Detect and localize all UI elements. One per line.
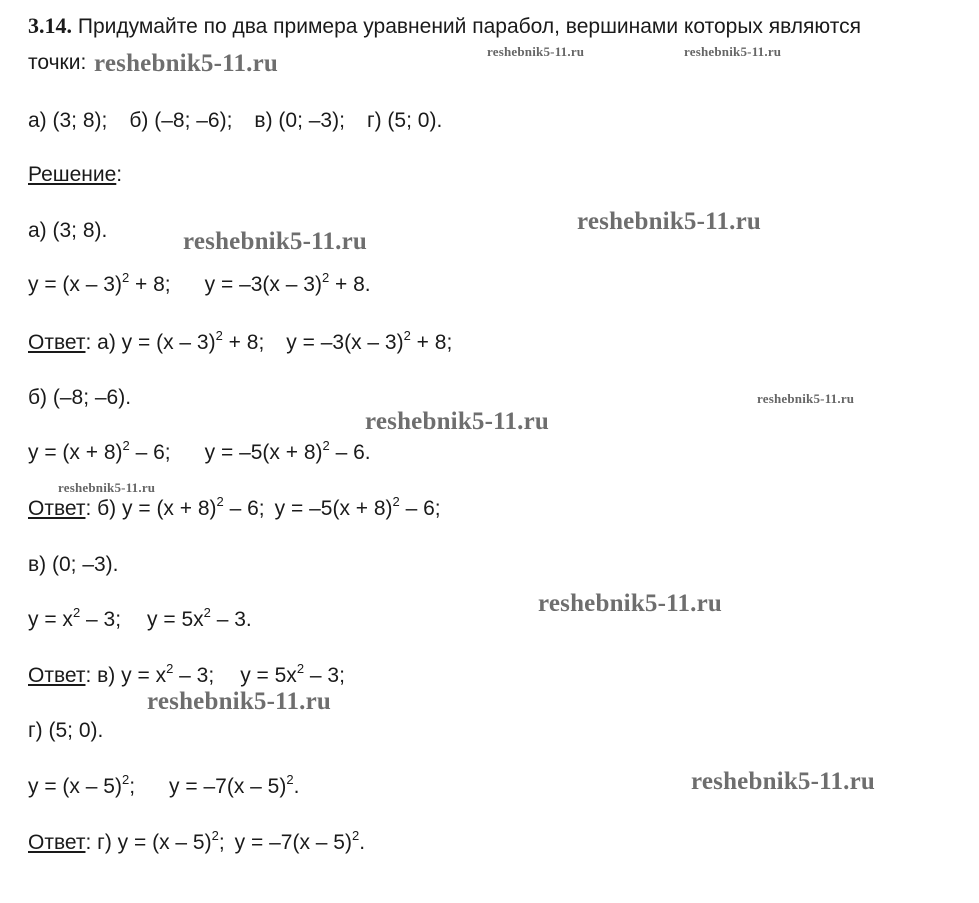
eq-a2-tail: + 8. [329, 273, 371, 296]
eq-a1: y = (x – 3) [28, 273, 122, 296]
exp: 2 [321, 270, 330, 285]
exp: 2 [403, 328, 411, 343]
part-a-title: а) (3; 8). [28, 219, 108, 242]
option-v: в) (0; –3); [254, 109, 345, 132]
exp: 2 [121, 270, 130, 285]
ans-g1: : г) y = (x – 5) [85, 831, 212, 854]
eq-b2-tail: – 6. [329, 441, 371, 464]
ans-b2-tail: – 6; [399, 497, 441, 520]
watermark: reshebnik5-11.ru [147, 688, 332, 715]
eq-b1-tail: – 6; [129, 441, 171, 464]
exp: 2 [122, 438, 130, 453]
solution-heading-line: Решение: [28, 163, 123, 186]
part-v-title: в) (0; –3). [28, 553, 119, 576]
answer-label: Ответ [28, 331, 86, 354]
watermark: reshebnik5-11.ru [183, 228, 368, 255]
watermark: reshebnik5-11.ru [684, 44, 782, 59]
answer-label: Ответ [28, 497, 86, 520]
solution-heading: Решение [28, 163, 117, 186]
ans-g1-tail: ; [218, 831, 225, 854]
part-g-equations [28, 774, 299, 800]
part-v-answer [28, 663, 345, 689]
eq-g1: y = (x – 5) [28, 775, 122, 798]
problem-text-2: точки: [28, 51, 87, 74]
problem-line-1 [28, 13, 861, 40]
watermark: reshebnik5-11.ru [577, 208, 762, 235]
option-a: а) (3; 8); [28, 109, 108, 132]
part-v-equations [28, 607, 252, 633]
watermark: reshebnik5-11.ru [58, 480, 156, 495]
eq-b2: y = –5(x + 8) [204, 441, 323, 464]
problem-options [28, 108, 442, 134]
watermark: reshebnik5-11.ru [691, 768, 876, 795]
exp: 2 [286, 772, 294, 787]
problem-line-2 [28, 50, 86, 76]
part-a-answer [28, 330, 452, 356]
watermark: reshebnik5-11.ru [538, 590, 723, 617]
exp: 2 [215, 328, 223, 343]
problem-number: 3.14. [28, 13, 72, 38]
eq-v2: y = 5x [147, 608, 204, 631]
eq-g2: y = –7(x – 5) [169, 775, 287, 798]
ans-g2-tail: . [359, 831, 366, 854]
exp: 2 [72, 605, 81, 620]
part-g-title: г) (5; 0). [28, 719, 104, 742]
ans-a1: : а) y = (x – 3) [85, 331, 216, 354]
eq-g2-tail: . [293, 775, 300, 798]
eq-a1-tail: + 8; [129, 273, 171, 296]
part-a-equations [28, 272, 371, 298]
exp: 2 [392, 494, 400, 509]
watermark: reshebnik5-11.ru [365, 408, 550, 435]
eq-v2-tail: – 3. [210, 608, 252, 631]
ans-a2-tail: + 8; [410, 331, 453, 354]
ans-b2: y = –5(x + 8) [274, 497, 393, 520]
exp: 2 [121, 772, 130, 787]
watermark: reshebnik5-11.ru [757, 391, 855, 406]
answer-label: Ответ [28, 831, 86, 854]
eq-a2: y = –3(x – 3) [204, 273, 322, 296]
ans-a2: y = –3(x – 3) [286, 331, 404, 354]
exp: 2 [351, 828, 360, 843]
watermark: reshebnik5-11.ru [94, 50, 279, 77]
ans-b1: : б) y = (x + 8) [85, 497, 217, 520]
eq-v1: y = x [28, 608, 73, 631]
answer-label: Ответ [28, 664, 86, 687]
ans-v2-tail: – 3; [304, 664, 345, 687]
problem-text-1: Придумайте по два примера уравнений парабол, вершинами которых являются [77, 15, 861, 38]
exp: 2 [216, 494, 224, 509]
exp: 2 [322, 438, 330, 453]
option-b: б) (–8; –6); [129, 109, 233, 132]
exp: 2 [211, 828, 219, 843]
part-b-answer [28, 496, 441, 522]
ans-a1-tail: + 8; [222, 331, 265, 354]
eq-v1-tail: – 3; [80, 608, 122, 631]
ans-b1-tail: – 6; [223, 497, 265, 520]
eq-b1: y = (x + 8) [28, 441, 123, 464]
option-g: г) (5; 0). [366, 109, 443, 132]
exp: 2 [166, 661, 174, 676]
ans-g2: y = –7(x – 5) [234, 831, 352, 854]
eq-g1-tail: ; [129, 775, 136, 798]
ans-v1: : в) y = x [85, 664, 167, 687]
part-g-answer [28, 830, 365, 856]
ans-v1-tail: – 3; [173, 664, 215, 687]
ans-v2: y = 5x [240, 664, 297, 687]
watermark: reshebnik5-11.ru [487, 44, 585, 59]
part-b-title: б) (–8; –6). [28, 386, 132, 409]
part-b-equations [28, 440, 371, 466]
exp: 2 [203, 605, 211, 620]
exp: 2 [296, 661, 305, 676]
